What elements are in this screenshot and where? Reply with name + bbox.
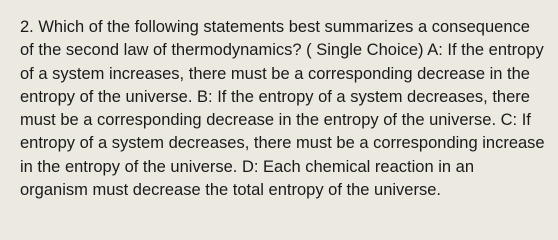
question-text: 2. Which of the following statements best summarizes a consequence of the second law of thermodynamics? ( Single Choice) A: If the entropy of a system increases, there must be a corresponding decrease in the entropy of the universe. B: If the entropy of a system decreases, there must be a corresponding decrease in the entropy of the universe. C: If entropy of a system decreases, there must be a corresponding increase in the entropy of the universe. D: Each chemical reaction in an organism must decrease the total entropy of the universe. xyxy=(20,18,545,200)
